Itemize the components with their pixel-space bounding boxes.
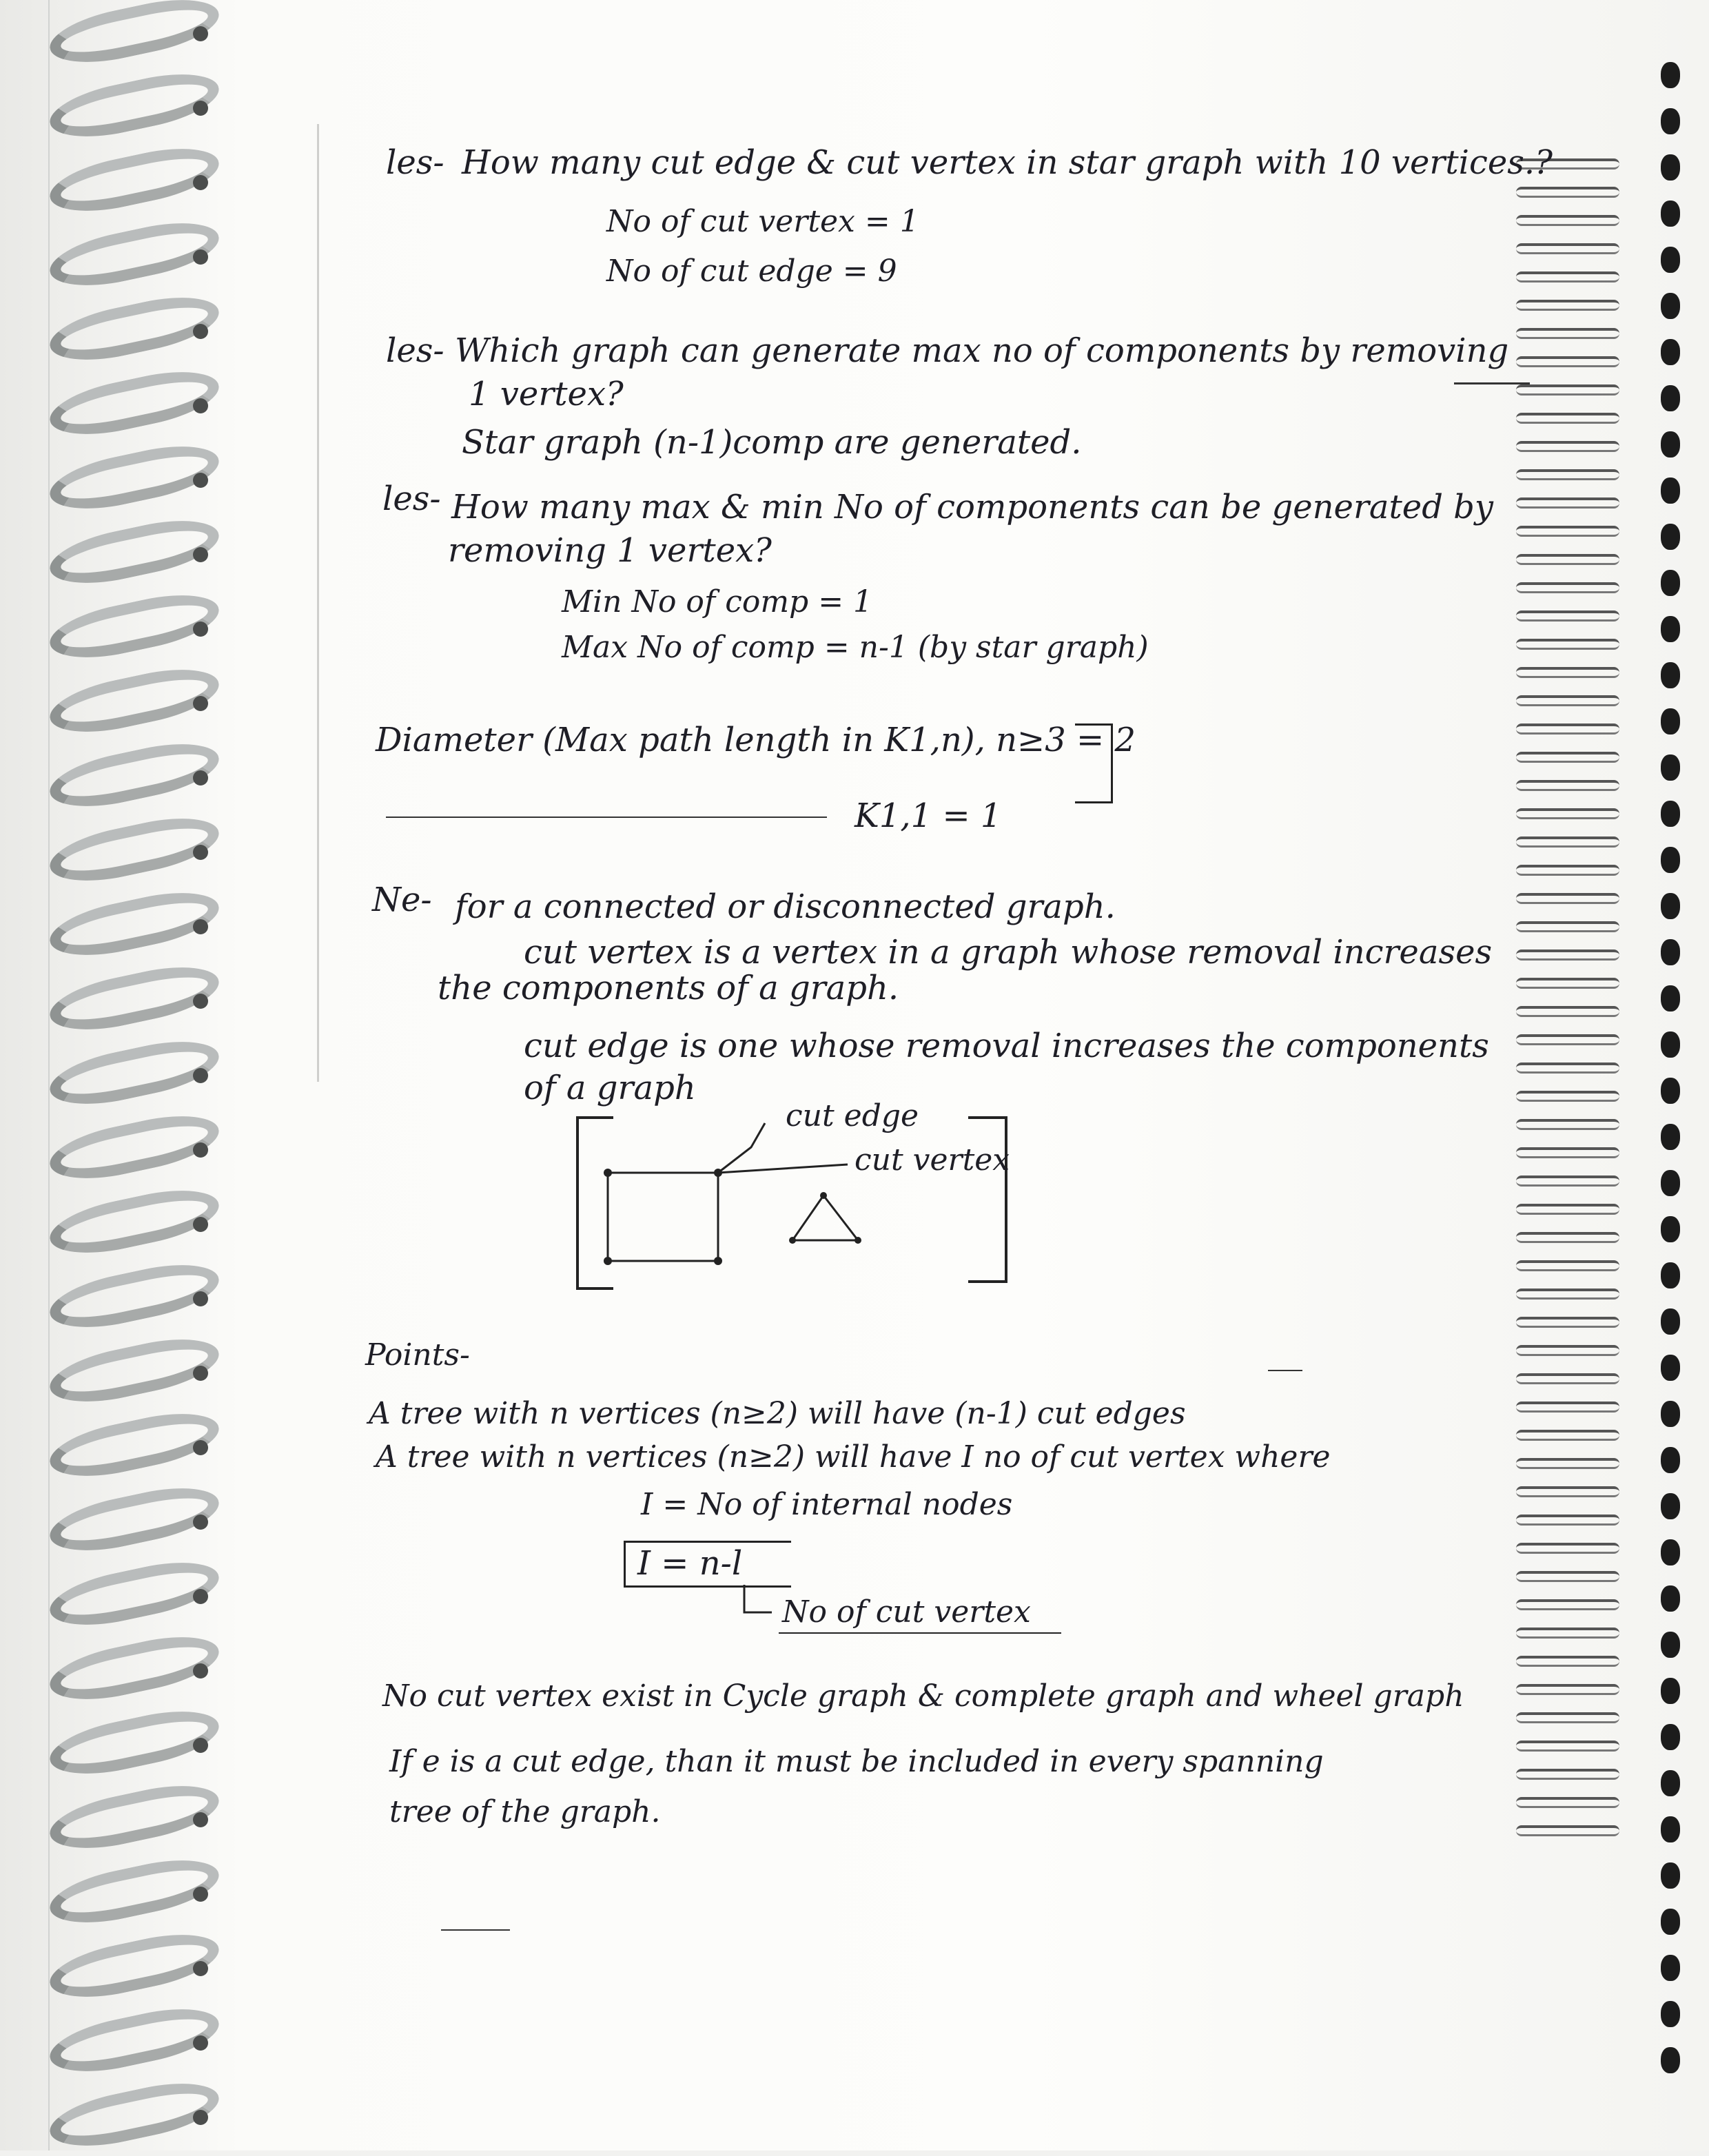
- note-line3: the components of a graph.: [438, 969, 899, 1007]
- formula: I = n-l: [637, 1544, 743, 1583]
- q1-answer-cut-vertex: No of cut vertex = 1: [606, 204, 919, 239]
- points-heading: Points-: [365, 1337, 470, 1373]
- q3-label: les-: [382, 480, 441, 518]
- note-line5: of a graph: [524, 1069, 696, 1107]
- cut-edge-label: cut edge: [786, 1098, 919, 1133]
- point-2: A tree with n vertices (n≥2) will have I no of cut vertex where: [376, 1439, 1331, 1475]
- arrow-note: No of cut vertex: [782, 1594, 1031, 1630]
- point-1: A tree with n vertices (n≥2) will have (n-1) cut edges: [369, 1396, 1186, 1431]
- k11-value: K1,1 = 1: [854, 797, 1002, 835]
- q1-question: How many cut edge & cut vertex in star graph with 10 vertices.?: [462, 143, 1553, 182]
- point-3: I = No of internal nodes: [641, 1487, 1013, 1522]
- q2-question-line2: 1 vertex?: [469, 375, 624, 413]
- note-line4: cut edge is one whose removal increases the components: [524, 1027, 1489, 1065]
- note-line2: cut vertex is a vertex in a graph whose removal increases: [524, 933, 1493, 972]
- trailing-dash: [441, 1929, 510, 1931]
- note-line1: for a connected or disconnected graph.: [455, 887, 1116, 926]
- q2-question-line1: Which graph can generate max no of components by removing: [455, 331, 1509, 370]
- q3-answer-max: Max No of comp = n-1 (by star graph): [562, 630, 1149, 665]
- q1-label: les-: [386, 143, 444, 182]
- cut-vertex-label: cut vertex: [854, 1142, 1010, 1178]
- q2-label: les-: [386, 331, 444, 370]
- closing-line3: tree of the graph.: [389, 1794, 661, 1829]
- q1-answer-cut-edge: No of cut edge = 9: [606, 254, 897, 289]
- closing-line2: If e is a cut edge, than it must be included in every spanning: [389, 1744, 1324, 1779]
- note-label: Ne-: [372, 881, 432, 919]
- q2-answer: Star graph (n-1)comp are generated.: [462, 423, 1082, 462]
- q3-question-line1: How many max & min No of components can be generated by: [451, 488, 1494, 526]
- diameter-line: Diameter (Max path length in K1,n), n≥3 = 2: [376, 721, 1136, 759]
- q3-answer-min: Min No of comp = 1: [562, 584, 873, 619]
- q3-question-line2: removing 1 vertex?: [448, 531, 772, 570]
- closing-line1: No cut vertex exist in Cycle graph & complete graph and wheel graph: [382, 1678, 1464, 1714]
